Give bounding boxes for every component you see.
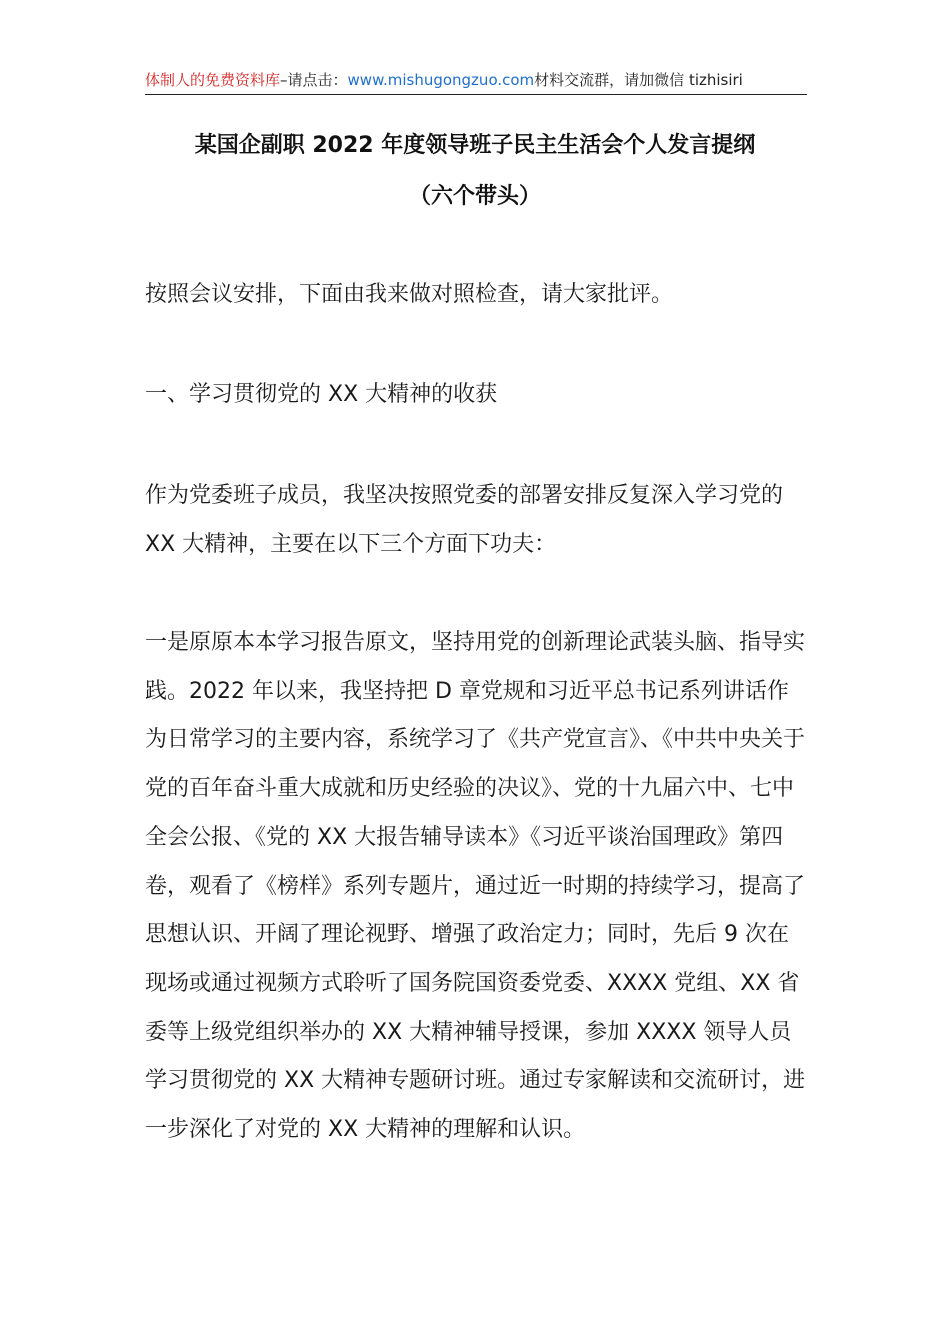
- header-prompt: –请点击：: [280, 71, 348, 89]
- body-paragraph: 一是原原本本学习报告原文，坚持用党的创新理论武装头脑、指导实践。2022 年以来，我坚持把 D 章党规和习近平总书记系列讲话作为日常学习的主要内容，系统学习了《共产党宣言》、《中共中央关于党的百年奋斗重大成就和历史经验的决议》、党的十九届六中、七中全会公报、《党的 XX 大报告辅导读本》《习近平谈治国理政》第四卷，观看了《榜样》系列专题片，通过近一时期的持续学习，提高了思想认识、开阔了理论视野、增强了政治定力；同时，先后 9 次在现场或通过视频方式聆听了国务院国资委党委、XXXX 党组、XX 省委等上级党组织举办的 XX 大精神辅导授课，参加 XXXX 领导人员学习贯彻党的 XX 大精神专题研讨班。通过专家解读和交流研讨，进一步深化了对党的 XX 大精神的理解和认识。: [145, 630, 806, 1143]
- document-title: 某国企副职 2022 年度领导班子民主生活会个人发言提纲: [194, 133, 756, 158]
- page-header: [145, 70, 807, 95]
- section-heading: 一、学习贯彻党的 XX 大精神的收获: [145, 382, 498, 407]
- intro-paragraph: 按照会议安排，下面由我来做对照检查，请大家批评。: [145, 282, 674, 307]
- header-wechat-note: 材料交流群，请加微信 tizhisiri: [534, 71, 743, 89]
- body-paragraph: 作为党委班子成员，我坚决按照党委的部署安排反复深入学习党的 XX 大精神，主要在以下三个方面下功夫：: [145, 483, 784, 557]
- document-subtitle: （六个带头）: [408, 184, 541, 209]
- header-link[interactable]: www.mishugongzuo.com: [347, 71, 535, 89]
- header-brand: 体制人的免费资料库: [145, 71, 281, 89]
